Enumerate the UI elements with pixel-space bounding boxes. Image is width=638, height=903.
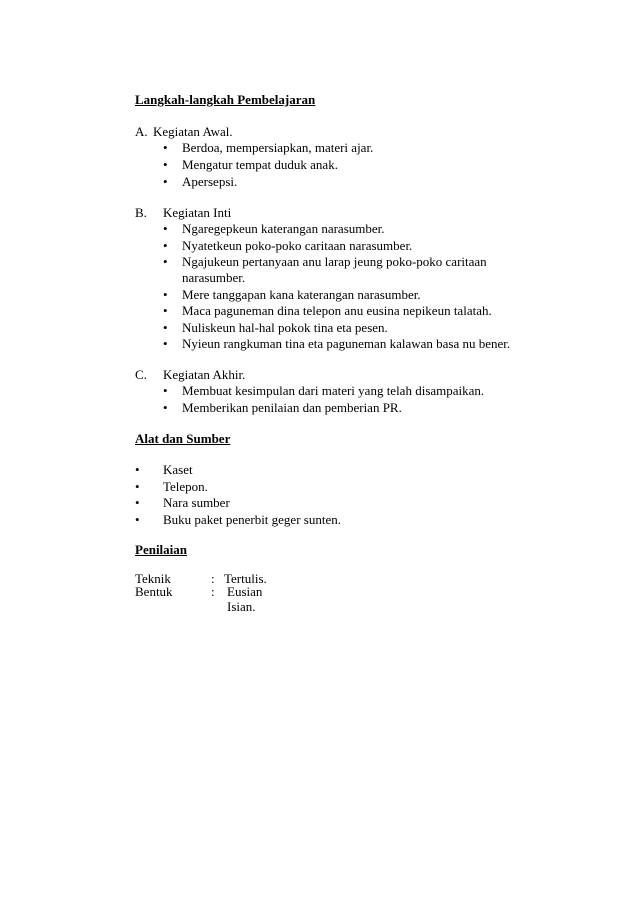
bentuk-colon: : [211,584,215,599]
bullet-icon [163,400,168,416]
bullet-icon [163,287,168,303]
section-b-item-continuation: narasumber. [182,270,246,285]
section-c-marker: C. [135,367,147,382]
bentuk-label: Bentuk [135,584,173,599]
teknik-value: Tertulis. [224,571,267,586]
alat-item: Kaset [163,462,193,477]
alat-item: Telepon. [163,479,208,494]
teknik-colon: : [211,571,215,586]
section-b-item: Nuliskeun hal-hal pokok tina eta pesen. [182,320,388,335]
alat-item: Nara sumber [163,495,230,510]
bullet-icon [163,140,168,156]
alat-item: Buku paket penerbit geger sunten. [163,512,341,527]
bullet-icon [135,462,140,478]
section-c-title: Kegiatan Akhir. [163,367,246,382]
section-b-item: Mere tanggapan kana katerangan narasumber. [182,287,421,302]
bullet-icon [163,383,168,399]
teknik-label: Teknik [135,571,171,586]
section-c-item: Memberikan penilaian dan pemberian PR. [182,400,402,415]
bullet-icon [163,238,168,254]
bullet-icon [135,495,140,511]
bullet-icon [163,157,168,173]
section-a-item: Berdoa, mempersiapkan, materi ajar. [182,140,374,155]
bentuk-value: Eusian [227,584,263,599]
section-b-marker: B. [135,205,147,220]
section-b-title: Kegiatan Inti [163,205,232,220]
bullet-icon [163,303,168,319]
bullet-icon [163,320,168,336]
bullet-icon [163,174,168,190]
section-b-item: Ngaregepkeun katerangan narasumber. [182,221,385,236]
bullet-icon [135,479,140,495]
section-a-item: Apersepsi. [182,174,238,189]
section-b-item: Nyatetkeun poko-poko caritaan narasumber. [182,238,413,253]
heading-penilaian: Penilaian [135,542,188,557]
section-a-marker: A. [135,124,148,139]
section-c-item: Membuat kesimpulan dari materi yang telah disampaikan. [182,383,485,398]
bullet-icon [163,336,168,352]
bullet-icon [135,512,140,528]
heading-alat-dan-sumber: Alat dan Sumber [135,431,231,446]
heading-langkah-pembelajaran: Langkah-langkah Pembelajaran [135,92,316,107]
bullet-icon [163,254,168,270]
section-b-item: Nyieun rangkuman tina eta paguneman kalawan basa nu bener. [182,336,511,351]
section-a-item: Mengatur tempat duduk anak. [182,157,338,172]
section-b-item: Maca paguneman dina telepon anu eusina nepikeun talatah. [182,303,492,318]
bullet-icon [163,221,168,237]
bentuk-value-continuation: Isian. [227,599,256,614]
section-b-item: Ngajukeun pertanyaan anu larap jeung poko-poko caritaan [182,254,487,269]
section-a-title: Kegiatan Awal. [153,124,233,139]
